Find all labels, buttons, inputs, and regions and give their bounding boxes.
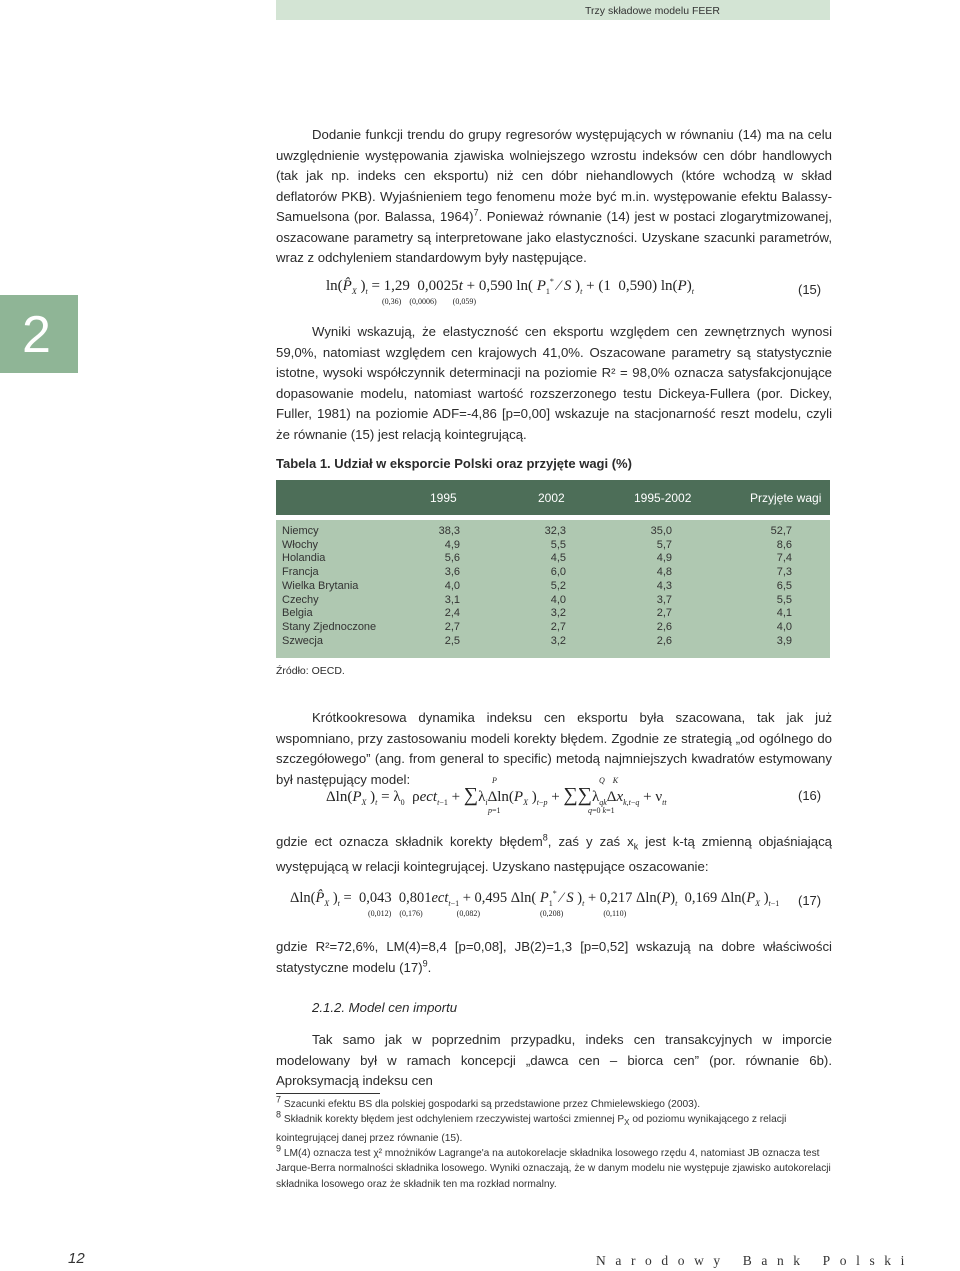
country-cell: Szwecja	[282, 634, 323, 647]
header-band	[276, 0, 830, 20]
paragraph-4-tail: , zaś y zaś x	[547, 834, 634, 849]
equation-15-number: (15)	[798, 282, 822, 297]
paragraph-3	[276, 708, 832, 790]
footnote-9: $^9$ LM(4) oznacza test χ² mnożników Lagrange'a na autokorelacje składnika losowego rzędu 4, natomiast JB oznacza test Jarque-Berra normalności składnika losowego. Wyniki oznaczają, że w danym modelu nie występuje zjawisko autokorelacji składnika losowego oraz że składnik ten ma rozkład normalny.	[276, 1143, 831, 1190]
table-source: Źródło: OECD.	[276, 665, 345, 677]
country-cell: Włochy	[282, 538, 319, 551]
value-cell: 7,3	[776, 566, 792, 579]
paragraph-1-tail: . Ponieważ równanie (14) jest w postaci zlogarytmizowanej, oszacowane parametry są interpretowane jako elastyczności. Uzyskane szacunki parametrów, wraz z odchyleniem standardowym były następujące.	[276, 209, 832, 265]
page-header	[0, 0, 960, 20]
value-cell: 3,1	[444, 593, 460, 606]
value-cell: 4,0	[550, 593, 566, 606]
table-row	[276, 621, 830, 635]
value-cell: 4,9	[444, 538, 460, 551]
value-cell: 4,9	[656, 552, 672, 565]
country-cell: Wielka Brytania	[282, 579, 359, 592]
value-cell: 35,0	[650, 525, 672, 537]
paragraph-5	[276, 937, 832, 978]
paragraph-5-text: gdzie R²=72,6%, LM(4)=8,4 [p=0,08], JB(2)=1,3 [p=0,52] wskazują na dobre właściwości statystyczne modelu (17)	[276, 939, 832, 975]
subsection-heading: 2.1.2. Model cen importu	[312, 1000, 458, 1015]
footnotes	[276, 1094, 836, 1192]
value-cell: 3,7	[656, 593, 672, 606]
chapter-number: 2	[22, 306, 51, 364]
value-cell: 5,5	[776, 593, 792, 606]
paragraph-4-tail2: jest k-tą zmienną objaśniającą występującą w relacji kointegrującej. Uzyskano następujące oszacowanie:	[276, 834, 832, 875]
footnote-8: $^8$ Składnik korekty błędem jest odchyleniem rzeczywistej wartości zmiennej $P_X$ od poziomu wynikającego z relacji kointegrującej danej przez równanie (15).	[276, 1109, 787, 1144]
table-row	[276, 525, 830, 539]
value-cell: 6,5	[776, 579, 792, 592]
footnote-ref-7[interactable]: 7	[473, 207, 479, 218]
paragraph-4-sub: k	[633, 841, 639, 852]
paragraph-5-tail: .	[427, 959, 432, 975]
value-cell: 3,2	[550, 634, 566, 647]
table-row	[276, 580, 830, 594]
value-cell: 4,1	[776, 607, 792, 620]
value-cell: 38,3	[438, 525, 460, 537]
value-cell: 5,5	[550, 538, 566, 551]
paragraph-6: Tak samo jak w poprzednim przypadku, indeks cen transakcyjnych w imporcie modelowany był w ramach koncepcji „dawca cen – biorca cen” (por. równanie 6b). Aproksymacją indeksu cen	[276, 1032, 832, 1088]
country-cell: Francja	[282, 566, 319, 579]
country-cell: Holandia	[282, 552, 326, 565]
paragraph-1	[276, 125, 832, 269]
value-cell: 6,0	[550, 566, 566, 579]
equation-15: $\ln(P̂_X$ )$_t = 1,29$ 0,0025t + 0,590 ln( $P_1^*$ ⁄ S )$_t + (1$ 0,590) $\ln(P)_t$ (0,36) (0,0006) (0,059)	[326, 277, 694, 306]
running-title: Trzy składowe modelu FEER	[585, 5, 720, 17]
table-row	[276, 607, 830, 621]
table-row	[276, 552, 830, 566]
paragraph-4-text: gdzie ect oznacza składnik korekty błędem	[276, 834, 543, 849]
value-cell: 4,8	[656, 566, 672, 579]
equation-16: $\Delta\ln(P_X$ )$_t = \lambda_0$ $\rho ect_{t-1} + \sum\lambda_i\Delta\ln(P_X$ )$_{t-p} + \sum\sum\lambda_{qk}\Delta x_{k,t-q} + \nu_{tt}$ P p=1 Q K q=0 k=1	[326, 776, 667, 815]
table-title: Tabela 1. Udział w eksporcie Polski oraz przyjęte wagi (%)	[276, 456, 632, 471]
column-header: 2002	[538, 491, 565, 505]
paragraph-3-text: Krótkookresowa dynamika indeksu cen eksportu była szacowana, tak jak już wspomniano, przy zastosowaniu modeli korekty błędem. Zgodnie ze strategią „od ogólnego do szczegółowego” (ang. from general to specific) metodą najmniejszych kwadratów estymowany był następujący model:	[276, 710, 832, 787]
paragraph-4	[276, 832, 832, 878]
table-row	[276, 566, 830, 580]
value-cell: 8,6	[776, 538, 792, 551]
value-cell: 4,0	[444, 579, 460, 592]
value-cell: 3,9	[776, 634, 792, 647]
value-cell: 2,6	[656, 620, 672, 633]
table-row	[276, 539, 830, 553]
value-cell: 52,7	[770, 525, 792, 537]
country-cell: Czechy	[282, 593, 319, 606]
table-row	[276, 594, 830, 608]
equation-17-number: (17)	[798, 893, 822, 908]
country-cell: Stany Zjednoczone	[282, 620, 377, 633]
footnote-7: $^7$ Szacunki efektu BS dla polskiej gospodarki są przedstawione przez Chmielewskiego (2003).	[276, 1094, 701, 1110]
column-header: Przyjęte wagi	[750, 491, 822, 505]
value-cell: 5,7	[656, 538, 672, 551]
equation-16-number: (16)	[798, 788, 822, 803]
footnote-ref-9[interactable]: 9	[422, 958, 428, 969]
publisher-name: Narodowy Bank Polski	[596, 1253, 914, 1268]
value-cell: 2,6	[656, 634, 672, 647]
footnote-divider	[276, 1093, 380, 1094]
paragraph-1-text: Dodanie funkcji trendu do grupy regresorów występujących w równaniu (14) ma na celu uwzględnienie występowania zjawiska wolniejszego wzrostu indeksów cen dóbr handlowych (tak jak np. indeks cen eksportu) niż cen dóbr niehandlowych (które wchodzą w skład deflatorów PKB). Wyjaśnieniem tego fenomenu może być m.in. występowanie efektu Balassy-Samuelsona (por. Balassa, 1964)	[276, 127, 832, 224]
table-header	[276, 480, 830, 515]
country-cell: Belgia	[282, 607, 313, 620]
value-cell: 5,2	[550, 579, 566, 592]
column-header: 1995-2002	[634, 491, 692, 505]
value-cell: 5,6	[444, 552, 460, 565]
value-cell: 4,5	[550, 552, 566, 565]
chapter-marker	[0, 295, 78, 373]
value-cell: 3,2	[550, 607, 566, 620]
value-cell: 4,3	[656, 579, 672, 592]
value-cell: 4,0	[776, 620, 792, 633]
paragraph-2: Wyniki wskazują, że elastyczność cen eksportu względem cen zewnętrznych wynosi 59,0%, natomiast względem cen krajowych 41,0%. Oszacowane parametry są statystycznie istotne, wysoki współczynnik determinacji na poziomie R² = 98,0% oznacza satysfakcjonujące dopasowanie modelu, natomiast wartość rozszerzonego testu Dickeya-Fullera (por. Dickey, Fuller, 1981) na poziomie ADF=-4,86 [p=0,00] wskazuje na stacjonarność reszt modelu, czyli że równanie (15) jest relacją kointegrującą.	[276, 324, 832, 442]
value-cell: 2,4	[444, 607, 460, 620]
equation-17: $\Delta\ln(P̂_X$ )$_t = 0,043$ 0,801ect$_{t-1}$ + 0,495 Δln( $P_1^*$ ⁄ S )$_t + 0,217$ $\Delta\ln(P)_t$ 0,169 $\Delta\ln(P_X$ )$_{t-1}$ (0,012) (0,176) (0,082) (0,208) (0,110)	[290, 889, 780, 918]
footnote-ref-8[interactable]: 8	[542, 832, 548, 843]
table-row	[276, 635, 830, 649]
value-cell: 7,4	[776, 552, 792, 565]
page-number: 12	[68, 1250, 85, 1267]
value-cell: 2,5	[444, 634, 460, 647]
column-header: 1995	[430, 491, 457, 505]
table-body	[276, 520, 830, 658]
value-cell: 2,7	[444, 620, 460, 633]
country-cell: Niemcy	[282, 525, 319, 537]
value-cell: 3,6	[444, 566, 460, 579]
value-cell: 2,7	[550, 620, 566, 633]
value-cell: 2,7	[656, 607, 672, 620]
value-cell: 32,3	[544, 525, 566, 537]
